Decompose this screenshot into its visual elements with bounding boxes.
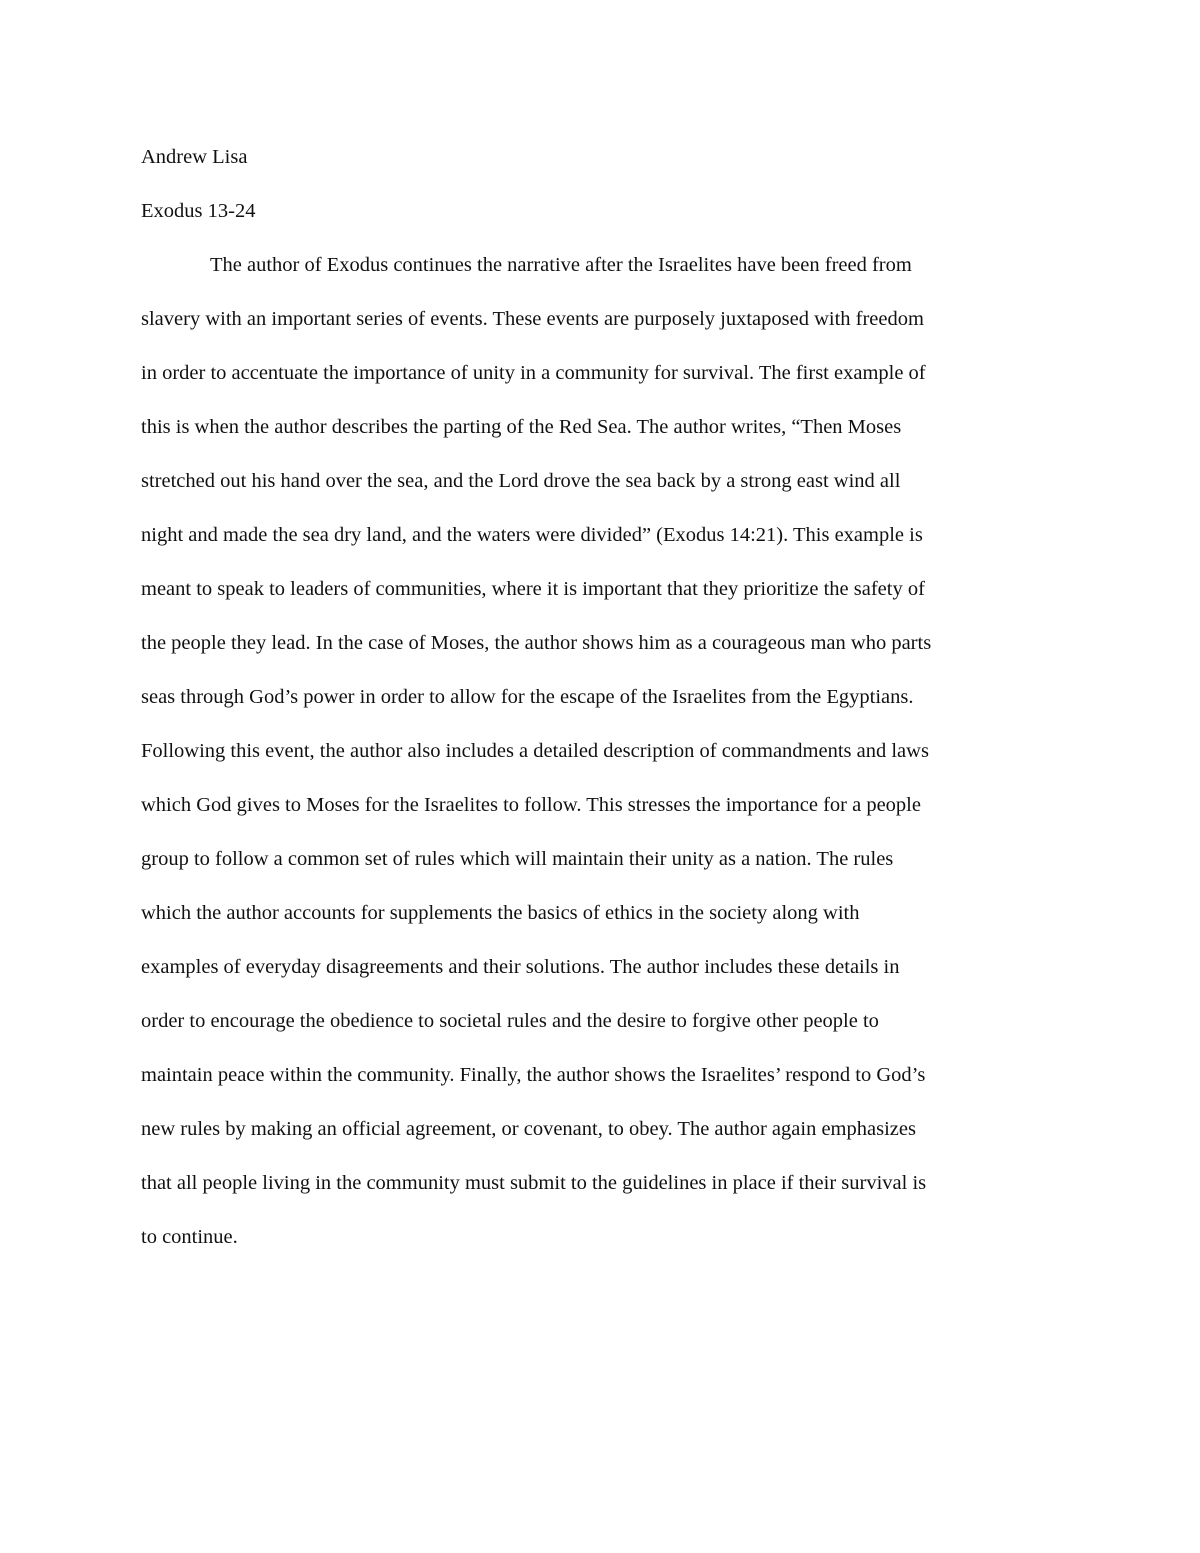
- essay-line: new rules by making an official agreement, or covenant, to obey. The author again emphasizes: [141, 1118, 916, 1140]
- essay-line: stretched out his hand over the sea, and the Lord drove the sea back by a strong east wind all: [141, 470, 901, 492]
- essay-line: which the author accounts for supplements the basics of ethics in the society along with: [141, 902, 860, 924]
- essay-line: this is when the author describes the parting of the Red Sea. The author writes, “Then Moses: [141, 416, 902, 438]
- essay-line: in order to accentuate the importance of unity in a community for survival. The first example of: [141, 362, 926, 384]
- essay-line: night and made the sea dry land, and the waters were divided” (Exodus 14:21). This example is: [141, 524, 923, 546]
- essay-line: The author of Exodus continues the narrative after the Israelites have been freed from: [210, 254, 912, 276]
- essay-line: that all people living in the community must submit to the guidelines in place if their survival is: [141, 1172, 927, 1194]
- essay-line: order to encourage the obedience to societal rules and the desire to forgive other people to: [141, 1010, 879, 1032]
- essay-line: which God gives to Moses for the Israelites to follow. This stresses the importance for a people: [141, 794, 921, 816]
- essay-line: meant to speak to leaders of communities, where it is important that they prioritize the safety of: [141, 578, 925, 600]
- author-name: Andrew Lisa: [141, 146, 248, 168]
- essay-line: group to follow a common set of rules which will maintain their unity as a nation. The rules: [141, 848, 894, 870]
- essay-line: Following this event, the author also includes a detailed description of commandments and laws: [141, 740, 929, 762]
- essay-line: maintain peace within the community. Finally, the author shows the Israelites’ respond to God’s: [141, 1064, 926, 1086]
- essay-line: seas through God’s power in order to allow for the escape of the Israelites from the Egyptians.: [141, 686, 914, 708]
- essay-line: the people they lead. In the case of Moses, the author shows him as a courageous man who parts: [141, 632, 932, 654]
- essay-line: slavery with an important series of events. These events are purposely juxtaposed with freedom: [141, 308, 924, 330]
- essay-line: examples of everyday disagreements and their solutions. The author includes these details in: [141, 956, 900, 978]
- essay-body: [141, 238, 1061, 1264]
- document-title: Exodus 13-24: [141, 200, 256, 222]
- essay-line: to continue.: [141, 1226, 238, 1248]
